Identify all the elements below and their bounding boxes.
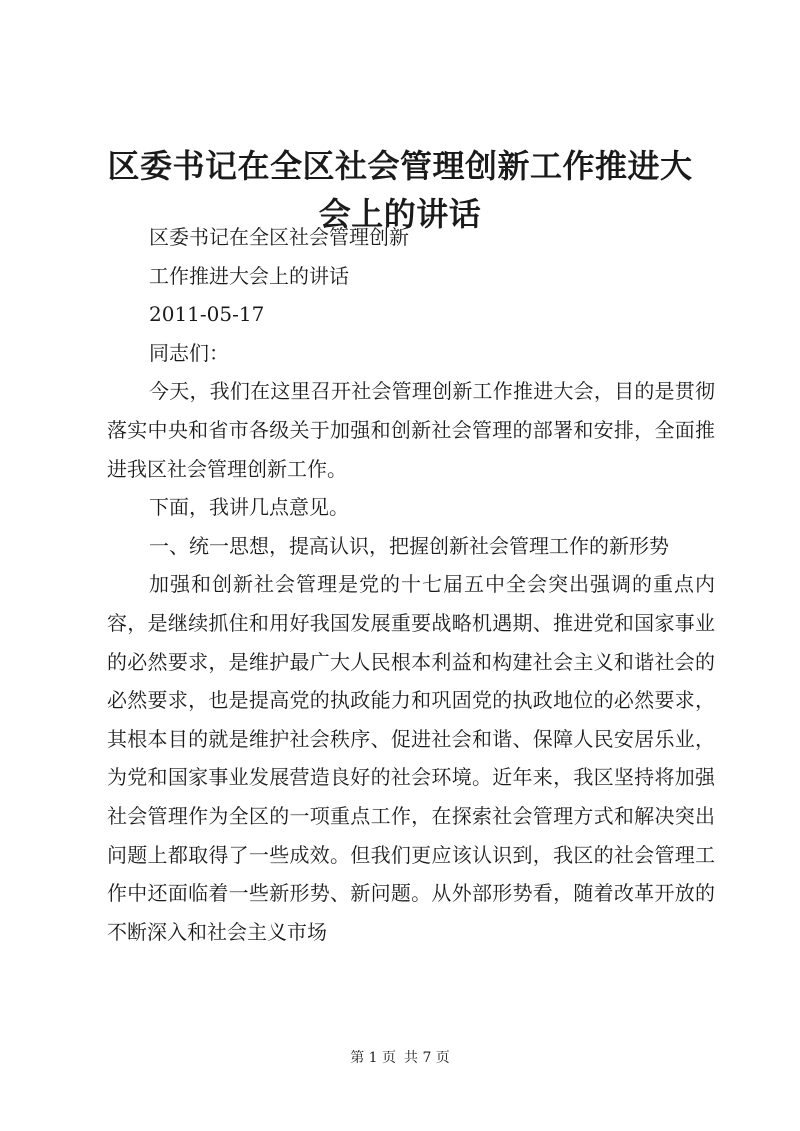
subtitle-line-1: 区委书记在全区社会管理创新 (149, 225, 409, 249)
salutation: 同志们： (149, 340, 229, 365)
document-title: 区委书记在全区社会管理创新工作推进大会上的讲话 (107, 147, 693, 233)
document-body (107, 218, 715, 951)
page-footer (0, 1048, 800, 1068)
page-total: 共 7 页 (404, 1050, 450, 1066)
document-date: 2011-05-17 (149, 302, 265, 327)
page-number: 第 1 页 (350, 1050, 396, 1066)
subtitle-line-2: 工作推进大会上的讲话 (149, 263, 349, 288)
section-heading-1: 一、统一思想，提高认识，把握创新社会管理工作的新形势 (149, 533, 669, 558)
paragraph-intro: 今天，我们在这里召开社会管理创新工作推进大会，目的是贯彻落实中央和省市各级关于加强和创新社会管理的部署和安排，全面推进我区社会管理创新工作。 (107, 379, 715, 481)
paragraph-section-1: 加强和创新社会管理是党的十七届五中全会突出强调的重点内容，是继续抓住和用好我国发展重要战略机遇期、推进党和国家事业的必然要求，是维护最广大人民根本利益和构建社会主义和谐社会的必然要求，也是提高党的执政能力和巩固党的执政地位的必然要求，其根本目的就是维护社会秩序、促进社会和谐、保障人民安居乐业，为党和国家事业发展营造良好的社会环境。近年来，我区坚持将加强社会管理作为全区的一项重点工作，在探索社会管理方式和解决突出问题上都取得了一些成效。但我们更应该认识到，我区的社会管理工作中还面临着一些新形势、新问题。从外部形势看，随着改革开放的不断深入和社会主义市场 (107, 572, 715, 944)
paragraph-transition: 下面，我讲几点意见。 (149, 495, 349, 520)
